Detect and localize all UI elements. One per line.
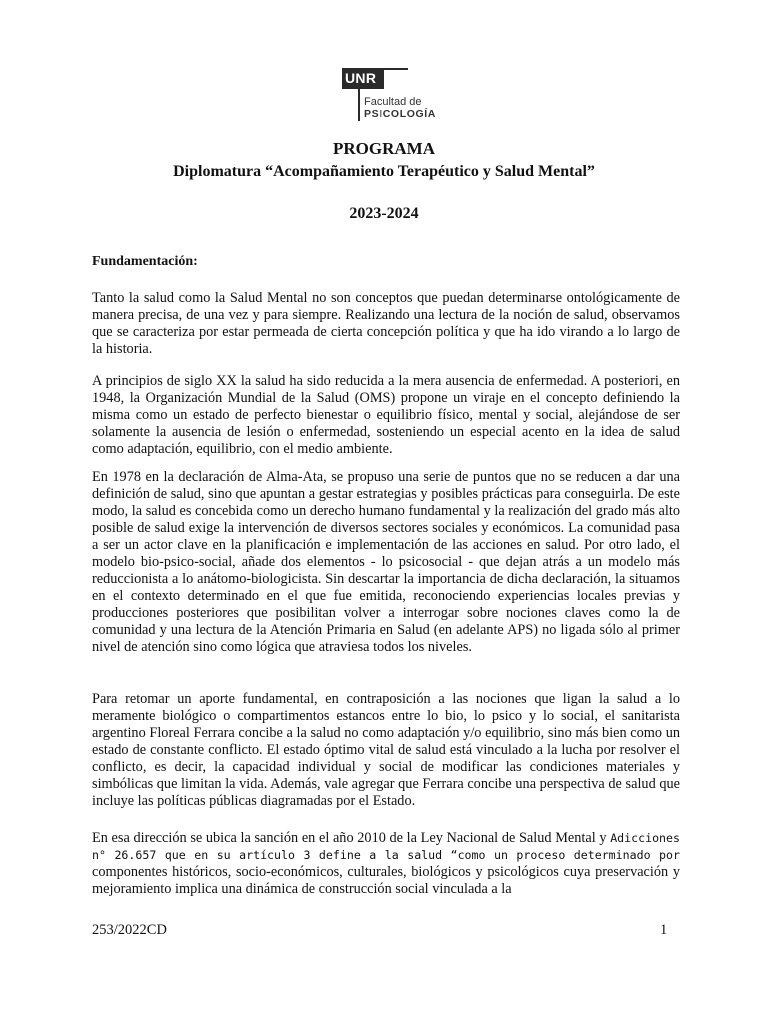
document-code: 253/2022CD (92, 922, 167, 938)
page-title: PROGRAMA (333, 139, 435, 158)
program-years: 2023-2024 (349, 205, 419, 222)
program-subtitle: Diplomatura “Acompañamiento Terapéutico y Salud Mental” (173, 163, 595, 180)
logo-divider (358, 89, 360, 121)
paragraph-part: componentes históricos, socio-económicos, culturales, biológicos y psicológicos cuya preservación y mejoramiento implica una dinámica de construcción social vinculada a la (92, 864, 680, 897)
paragraph-quote-part: Adicciones n° 26.657 que en su artículo 3 define a la salud “como un proceso determinado por (92, 831, 680, 862)
paragraph: Tanto la salud como la Salud Mental no son conceptos que puedan determinarse ontológicamente de manera precisa, de una vez y para siempre. Realizando una lectura de la noción de salud, observamos que se caracteriza por estar permeada de cierta concepción política y que ha ido virando a lo largo de la historia. (92, 290, 680, 357)
unr-logo (342, 68, 438, 124)
paragraph-part: En esa dirección se ubica la sanción en el año 2010 de la Ley Nacional de Salud Mental y (92, 830, 607, 846)
logo-rule (382, 68, 408, 70)
logo-faculty-label: Facultad de (364, 96, 422, 108)
paragraph: Para retomar un aporte fundamental, en contraposición a las nociones que ligan la salud a lo meramente biológico o compartimentos estancos entre lo bio, lo psico y lo social, el sanitarista argentino Floreal Ferrara concibe a la salud no como adaptación y/o equilibrio, sino más bien como un estado de constante conflicto. El estado óptimo vital de salud está vinculado a la lucha por resolver el conflicto, es decir, la capacidad individual y social de modificar las condiciones materiales y simbólicas que limitan la vida. Además, vale agregar que Ferrara concibe una perspectiva de salud que incluye las políticas públicas diagramadas por el Estado. (92, 691, 680, 809)
paragraph (92, 830, 680, 898)
logo-faculty-name: PSICOLOGÍA (364, 108, 436, 120)
paragraph: En 1978 en la declaración de Alma-Ata, se propuso una serie de puntos que no se reducen a dar una definición de salud, sino que apuntan a gestar estrategias y posibles prácticas para conseguirla. De este modo, la salud es concebida como un derecho humano fundamental y la realización del grado más alto posible de salud exige la intervención de diversos sectores sociales y económicos. La comunidad pasa a ser un actor clave en la planificación e implementación de las acciones en salud. Por otro lado, el modelo bio-psico-social, añade dos elementos - lo psicosocial - que dejan atrás a un modelo más reduccionista a lo anátomo-biologicista. Sin descartar la importancia de dicha declaración, la situamos en el contexto determinado en el que fue emitida, reconociendo experiencias locales previas y producciones posteriores que posibilitan volver a interrogar sobre nociones claves como la de comunidad y una lectura de la Atención Primaria en Salud (en adelante APS) no ligada sólo al primer nivel de atención sino como lógica que atraviesa todos los niveles. (92, 469, 680, 655)
section-heading: Fundamentación: (92, 254, 198, 269)
paragraph: A principios de siglo XX la salud ha sido reducida a la mera ausencia de enfermedad. A posteriori, en 1948, la Organización Mundial de la Salud (OMS) propone un viraje en el concepto definiendo la misma como un estado de perfecto bienestar o equilibrio físico, mental y social, alejándose de ser solamente la ausencia de lesión o enfermedad, sosteniendo un especial acento en la idea de salud como adaptación, equilibrio, con el medio ambiente. (92, 373, 680, 457)
page-number: 1 (660, 922, 668, 938)
logo-badge: UNR (342, 68, 384, 89)
